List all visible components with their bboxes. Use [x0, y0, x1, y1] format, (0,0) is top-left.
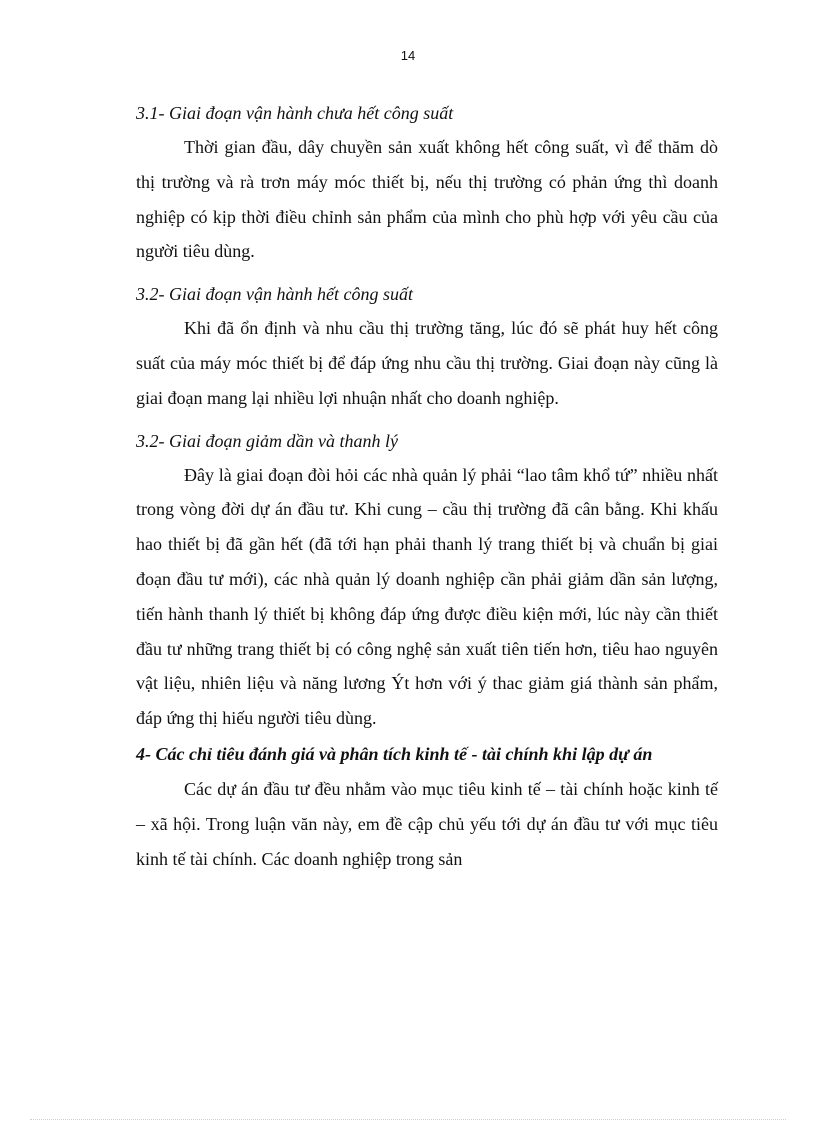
section-3-2-paragraph: Khi đã ổn định và nhu cầu thị trường tăng, lúc đó sẽ phát huy hết công suất của máy móc thiết bị để đáp ứng nhu cầu thị trường. Giai đoạn này cũng là giai đoạn mang lại nhiều lợi nhuận nhất cho doanh nghiệp. — [136, 318, 718, 408]
page-bottom-divider — [30, 1119, 786, 1120]
section-4-paragraph: Các dự án đầu tư đều nhằm vào mục tiêu kinh tế – tài chính hoặc kinh tế – xã hội. Trong luận văn này, em đề cập chủ yếu tới dự án đầu tư với mục tiêu kinh tế tài chính. Các doanh nghiệp trong sản — [136, 778, 718, 869]
page-number: 14 — [400, 48, 416, 63]
document-body — [136, 96, 718, 884]
section-3-2b-paragraph: Đây là giai đoạn đòi hỏi các nhà quản lý phải “lao tâm khổ tứ” nhiều nhất trong vòng đời dự án đầu tư. Khi cung – cầu thị trường đã cân bằng. Khi khấu hao thiết bị đã gần hết (đã tới hạn phải thanh lý trang thiết bị và chuẩn bị giai đoạn đầu tư mới), các nhà quản lý doanh nghiệp cần phải giảm dần sản lượng, tiến hành thanh lý thiết bị không đáp ứng được điều kiện mới, lúc này cần thiết đầu tư những trang thiết bị có công nghệ sản xuất tiên tiến hơn, tiêu hao nguyên vật liệu, nhiên liệu và năng lương Ýt hơn với ý thac giảm giá thành sản phẩm, đáp ứng thị hiếu người tiêu dùng. — [136, 464, 718, 729]
section-3-1-title: 3.1- Giai đoạn vận hành chưa hết công suất — [136, 103, 454, 123]
section-3-2-title: 3.2- Giai đoạn vận hành hết công suất — [136, 284, 413, 305]
section-3-2b-title: 3.2- Giai đoạn giảm dần và thanh lý — [136, 430, 398, 451]
section-4-title: 4- Các chỉ tiêu đánh giá và phân tích kinh tế - tài chính khi lập dự án — [136, 743, 653, 764]
section-3-1-paragraph: Thời gian đầu, dây chuyền sản xuất không hết công suất, vì để thăm dò thị trường và rà trơn máy móc thiết bị, nếu thị trường có phản ứng thì doanh nghiệp có kịp thời điều chỉnh sản phẩm của mình cho phù hợp với yêu cầu của người tiêu dùng. — [136, 137, 718, 262]
